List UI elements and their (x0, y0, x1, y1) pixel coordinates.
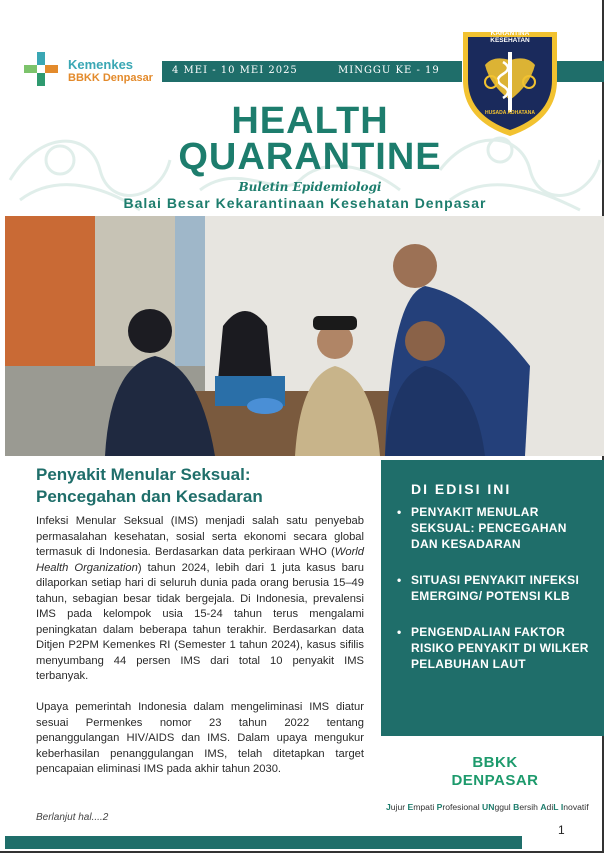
article-title-line1: Penyakit Menular Seksual: (36, 465, 251, 484)
motto-initial: J (386, 802, 391, 812)
p1-text-a: Infeksi Menular Seksual (IMS) menjadi salah satu penyebab permasalahan kesehatan, sosial serta ekonomi secara global termasuk di Indonesia. Berdasarkan data perkiraan WHO ( (36, 515, 364, 558)
page-number: 1 (558, 823, 565, 837)
motto-word: ersih (519, 802, 541, 812)
week-number: MINGGU KE - 19 (338, 65, 440, 76)
motto-initial: A (540, 802, 547, 812)
masthead-title-line2: QUARANTINE (178, 136, 442, 178)
brand-line2: BBKK Denpasar (68, 72, 153, 84)
article-title (36, 464, 366, 508)
motto-word: ujur (390, 802, 408, 812)
motto-initial: B (513, 802, 520, 812)
brand-line1: Kemenkes (68, 57, 134, 72)
motto-word: di (546, 802, 554, 812)
bbkk-denpasar-label (420, 754, 570, 790)
article-paragraph-1 (36, 514, 364, 685)
bbkk-line2: DENPASAR (451, 772, 539, 789)
seal-bottom-text: HUSADA ADHATANA (485, 110, 535, 116)
article-title-line2: Pencegahan dan Kesadaran (36, 487, 263, 506)
motto-word: rofesional (442, 802, 483, 812)
masthead-title-line1: HEALTH (231, 100, 389, 142)
p1-text-italic: World Health Organization (36, 546, 364, 574)
bullet-icon: • (397, 505, 402, 519)
edition-item[interactable] (393, 624, 593, 672)
edition-item[interactable] (393, 572, 593, 604)
motto (386, 802, 589, 812)
motto-initial: P (436, 802, 443, 812)
article-paragraph-2: Upaya pemerintah Indonesia dalam mengeliminasi IMS diatur sesuai Permenkes nomor 23 tahun 2022 tentang penanggulangan HIV/AIDS dan IMS. Dalam upaya mengukur keberhasilan penanggulangan IMS, telah ditetapkan target pencapaian eliminasi IMS pada akhir tahun 2030. (36, 701, 364, 775)
motto-initial: L (553, 802, 559, 812)
date-bar (162, 61, 462, 82)
masthead-title (120, 100, 500, 178)
cover-photo (5, 216, 604, 456)
edition-item-label: PENYAKIT MENULAR SEKSUAL: PENCEGAHAN DAN KESADARAN (411, 505, 567, 551)
in-this-edition-heading: DI EDISI INI (411, 481, 512, 497)
motto-initial: E (407, 802, 414, 812)
motto-initial: UN (482, 802, 495, 812)
motto-initial: I (560, 802, 564, 812)
in-this-edition-box (381, 460, 604, 736)
edition-item-label: PENGENDALIAN FAKTOR RISIKO PENYAKIT DI WILKER PELABUHAN LAUT (411, 625, 589, 671)
seal-top-text: KARANTINA KESEHATAN (490, 30, 530, 44)
date-range: 4 MEI - 10 MEI 2025 (172, 65, 298, 76)
bullet-icon: • (397, 573, 402, 587)
edition-item-label: SITUASI PENYAKIT INFEKSI EMERGING/ POTENSI KLB (411, 573, 580, 603)
footer-bar (5, 836, 522, 849)
institution-name: Balai Besar Kekarantinaan Kesehatan Denpasar (123, 195, 487, 211)
bbkk-line1: BBKK (472, 754, 518, 771)
motto-word: ggul (494, 802, 514, 812)
brand-name (68, 57, 153, 85)
edition-item[interactable] (393, 504, 593, 552)
in-this-edition-list (393, 504, 593, 692)
motto-word: novatif (563, 802, 589, 812)
kemenkes-logo-icon (20, 48, 62, 90)
motto-word: mpati (413, 802, 437, 812)
bullet-icon: • (397, 625, 402, 639)
p1-text-b: ) tahun 2024, lebih dari 1 juta kasus baru dilaporkan setiap hari di seluruh dunia pada orang berusia 15–49 tahun, sebagian besar tidak bergejala. Di Indonesia, prevalensi IMS pada kelompok usia 15-24 tahun terus mengalami peningkatan dalam beberapa tahun terakhir. Berdasarkan data Ditjen P2PM Kemenkes RI (Semester 1 tahun 2024), kasus sifilis menyumbang 44 persen IMS dari total 10 penyakit IMS terbanyak. (36, 561, 364, 682)
continued-link[interactable]: Berlanjut hal....2 (36, 812, 109, 823)
masthead-subtitle: Buletin Epidemiologi (238, 180, 382, 194)
